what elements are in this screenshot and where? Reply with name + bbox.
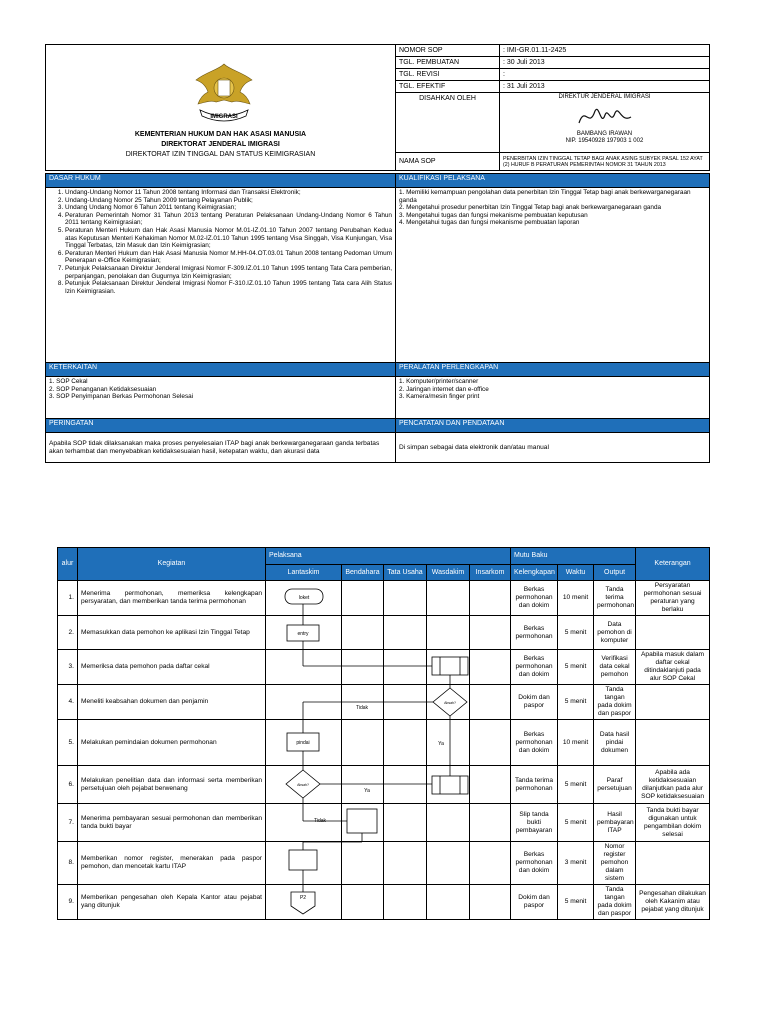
row-output: Data hasil pindai dokumen [594,720,636,766]
directorate-general-name: DIREKTORAT JENDERAL IMIGRASI [161,140,280,148]
directorate-name: DIREKTORAT IZIN TINGGAL DAN STATUS KEIMIGRASIAN [125,150,316,158]
header-keterangan: Keterangan [636,548,710,581]
row-waktu: 10 menit [558,720,594,766]
pencatatan-title: PENCATATAN DAN PENDATAAN [396,419,710,433]
row-waktu: 10 menit [558,581,594,616]
peringatan-title: PERINGATAN [46,419,396,433]
row-waktu: 3 menit [558,842,594,885]
label-loket: loket [298,595,310,601]
list-item: 1. Memiliki kemampuan pengolahan data penerbitan Izin Tinggal Tetap bagi anak berkewarganegaraan ganda [399,189,691,204]
label-tidak-2: Tidak [313,818,327,824]
row-number: 7. [58,804,78,842]
row-output: Hasil pembayaran ITAP [594,804,636,842]
list-item: 1. Undang-Undang Nomor 11 Tahun 2008 tentang Informasi dan Transaksi Elektronik; [65,189,392,197]
field-value: : [500,69,710,81]
row-number: 4. [58,685,78,720]
row-waktu: 5 menit [558,804,594,842]
list-item: 3. Kamera/mesin finger print [399,393,480,401]
row-kelengkapan: Dokim dan paspor [511,685,558,720]
row-keterangan: Pengesahan dilakukan oleh Kakanim atau pejabat yang ditunjuk [636,885,710,920]
row-kegiatan: Memberikan nomor register, menerakan pada paspor pemohon, dan mencetak kartu ITAP [78,842,266,885]
row-waktu: 5 menit [558,885,594,920]
row-output: Data pemohon di komputer [594,616,636,650]
list-item: 8. Petunjuk Pelaksanaan Direktur Jenderal Imigrasi Nomor F-310.IZ.01.10 Tahun 1995 tentang Tata cara Alih Status Izin Keimigrasian. [65,280,392,295]
header-pelaksana: Pelaksana [266,548,511,565]
approved-by-label: DISAHKAN OLEH [396,93,500,153]
row-output: Tanda terima permohonan [594,581,636,616]
label-decision-2: Absah? [297,783,309,787]
row-kegiatan: Memeriksa data pemohon pada daftar cekal [78,650,266,685]
mutu-waktu: Waktu [558,565,594,581]
row-kelengkapan: Berkas permohonan dan dokim [511,720,558,766]
field-value: : IMI-GR.01.11-2425 [500,45,710,57]
row-output: Nomor register pemohon dalam sistem [594,842,636,885]
row-kelengkapan: Dokim dan paspor [511,885,558,920]
row-output: Tanda tangan pada dokim dan paspor [594,885,636,920]
row-kegiatan: Melakukan pemindaian dokumen permohonan [78,720,266,766]
row-kegiatan: Melakukan penelitian data dan informasi serta memberikan persetujuan oleh pejabat berwenang [78,766,266,804]
row-number: 9. [58,885,78,920]
header-kegiatan: Kegiatan [78,548,266,581]
row-number: 3. [58,650,78,685]
list-item: 1. Komputer/printer/scanner [399,378,479,385]
svg-text:IMIGRASI: IMIGRASI [210,113,238,120]
row-keterangan: Apabila masuk dalam daftar cekal ditindaklanjuti pada alur SOP Cekal [636,650,710,685]
lane-bendahara: Bendahara [342,565,384,581]
dasar-hukum-title: DASAR HUKUM [46,174,396,188]
row-number: 6. [58,766,78,804]
row-number: 8. [58,842,78,885]
field-label: TGL. REVISI [396,69,500,81]
peralatan-title: PERALATAN PERLENGKAPAN [396,363,710,377]
list-item: 3. SOP Penyimpanan Berkas Permohonan Selesai [49,393,194,401]
field-label: NOMOR SOP [396,45,500,57]
row-kelengkapan: Tanda terima permohonan [511,766,558,804]
row-kegiatan: Meneliti keabsahan dokumen dan penjamin [78,685,266,720]
process-register [289,850,317,870]
row-waktu: 5 menit [558,650,594,685]
row-kelengkapan: Berkas permohonan [511,616,558,650]
ministry-name: KEMENTERIAN HUKUM DAN HAK ASASI MANUSIA [134,130,307,138]
row-kegiatan: Menerima permohonan, memeriksa kelengkapan persyaratan, dan memberikan tanda terima permohonan [78,581,266,616]
approver-name: BAMBANG IRAWAN [576,131,633,137]
mutu-kelengkapan: Kelengkapan [511,565,558,581]
lane-insarkom: Insarkom [470,565,511,581]
mutu-output: Output [594,565,636,581]
kualifikasi-title: KUALIFIKASI PELAKSANA [396,174,710,188]
row-keterangan: Apabila ada ketidaksesuaian dilanjutkan pada alur SOP ketidaksesuaian [636,766,710,804]
row-kegiatan: Memberikan pengesahan oleh Kepala Kantor atau pejabat yang ditunjuk [78,885,266,920]
field-label: TGL. EFEKTIF [396,81,500,93]
row-kelengkapan: Slip tanda bukti pembayaran [511,804,558,842]
lane-tata-usaha: Tata Usaha [384,565,427,581]
label-ya-2: Ya [364,788,370,794]
process-cekal [432,657,468,675]
header-alur: alur [58,548,78,581]
list-item: 7. Petunjuk Pelaksanaan Direktur Jenderal Imigrasi Nomor F-309.IZ.01.10 Tahun 1995 tentang Tata Cara pemberian, perpanjangan, penolakan dan Gugurnya Izin Keimigrasian; [65,265,392,280]
row-kegiatan: Memasukkan data pemohon ke aplikasi Izin Tinggal Tetap [78,616,266,650]
row-waktu: 5 menit [558,616,594,650]
list-item: 2. Undang-Undang Nomor 25 Tahun 2009 tentang Pelayanan Publik; [65,197,392,205]
row-output: Tanda tangan pada dokim dan paspor [594,685,636,720]
row-number: 2. [58,616,78,650]
peringatan-text: Apabila SOP tidak dilaksanakan maka proses penyelesaian ITAP bagi anak berkewarganegaraan ganda terbatas akan terhambat dan menyebabkan ketidaksesuaian hasil, ketepatan waktu, dan akurasi data [46,433,396,463]
list-item: 1. SOP Cekal [49,378,88,385]
label-ya-1: Ya [438,741,444,747]
list-item: 3. Mengetahui tugas dan fungsi mekanisme pembuatan keputusan [399,211,588,219]
list-item: 2. Mengetahui prosedur penerbitan Izin Tinggal Tetap bagi anak berkewarganegaraan ganda [399,204,662,212]
row-keterangan: Persyaratan permohonan sesuai peraturan yang berlaku [636,581,710,616]
list-item: 5. Peraturan Menteri Hukum dan Hak Asasi Manusia Nomor M.01-IZ.01.10 Tahun 2007 tentang Perubahan Kedua atas Keputusan Menteri Kehakiman Nomor M.02-IZ.01.10 Tahun 1995 tentang Visa Singgah, Visa Kunjungan, Visa Tinggal Terbatas, Izin Masuk dan Izin Keimigrasian; [65,227,392,250]
keterkaitan-title: KETERKAITAN [46,363,396,377]
row-kelengkapan: Berkas permohonan dan dokim [511,581,558,616]
lane-wasdakim: Wasdakim [427,565,470,581]
process-persetujuan [432,776,468,794]
approver-title: DIREKTUR JENDERAL IMIGRASI [558,94,651,100]
label-pindai: pindai [296,740,310,746]
field-label: TGL. PEMBUATAN [396,57,500,69]
list-item: 2. SOP Penanganan Ketidaksesuaian [49,385,157,393]
row-waktu: 5 menit [558,766,594,804]
process-pembayaran [347,809,377,833]
list-item: 2. Jaringan internet dan e-office [399,385,489,393]
approver-nip: NIP. 19540928 197903 1 002 [565,138,644,144]
list-item: 4. Peraturan Pemerintah Nomor 31 Tahun 2013 tentang Peraturan Pelaksanaan Undang-Undang Nomor 6 Tahun 2011 tentang Keimigrasian; [65,212,392,227]
sop-name-value: PENERBITAN IZIN TINGGAL TETAP BAGI ANAK ASING SUBYEK PASAL 152 AYAT (2) HURUF B PERATURAN PEMERINTAH NOMOR 31 TAHUN 2013 [500,153,710,171]
row-keterangan: Tanda bukti bayar digunakan untuk pengambilan dokim selesai [636,804,710,842]
label-tidak-1: Tidak [355,705,369,711]
row-number: 5. [58,720,78,766]
list-item: 3. Undang Undang Nomor 6 Tahun 2011 tentang Keimigrasian; [65,204,392,212]
row-output: Verifikasi data cekal pemohon [594,650,636,685]
row-output: Paraf persetujuan [594,766,636,804]
label-decision-1: Absah? [444,701,456,705]
row-kelengkapan: Berkas permohonan dan dokim [511,842,558,885]
row-kegiatan: Menerima pembayaran sesuai permohonan dan memberikan tanda bukti bayar [78,804,266,842]
label-p2: P2 [299,895,307,901]
header-mutu-baku: Mutu Baku [511,548,636,565]
row-kelengkapan: Berkas permohonan dan dokim [511,650,558,685]
list-item: 4. Mengetahui tugas dan fungsi mekanisme pembuatan laporan [399,219,580,227]
label-entry: entry [297,631,309,637]
row-waktu: 5 menit [558,685,594,720]
pencatatan-text: Di simpan sebagai data elektronik dan/atau manual [396,433,710,463]
sop-name-label: NAMA SOP [396,153,500,171]
field-value: : 31 Juli 2013 [500,81,710,93]
lane-lantaskim: Lantaskim [266,565,342,581]
field-value: : 30 Juli 2013 [500,57,710,69]
row-number: 1. [58,581,78,616]
list-item: 6. Peraturan Menteri Hukum dan Hak Asasi Manusia Nomor M.HH-04.OT.03.01 Tahun 2008 tentang Pedoman Umum Penerapan e-Office Keimigrasian; [65,250,392,265]
